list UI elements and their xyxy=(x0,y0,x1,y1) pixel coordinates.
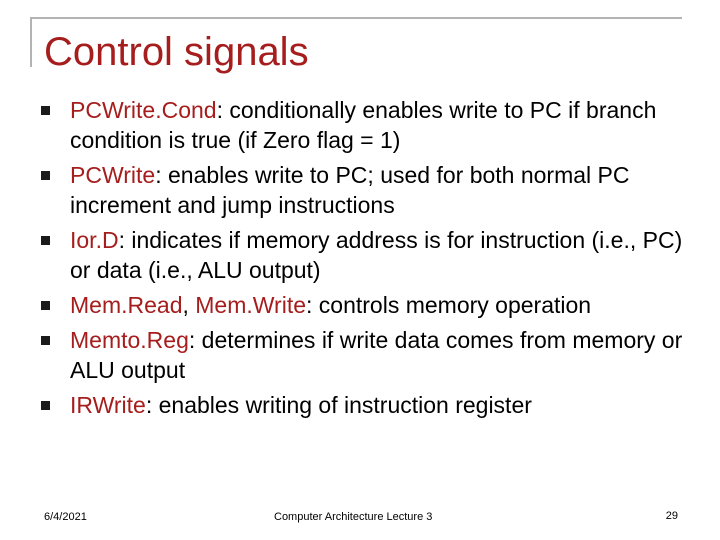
bullet-item-irwrite xyxy=(40,390,690,420)
square-bullet-icon xyxy=(41,106,50,115)
separator: : xyxy=(188,327,202,353)
square-bullet-icon xyxy=(41,236,50,245)
square-bullet-icon xyxy=(41,336,50,345)
footer-course-title: Computer Architecture Lecture 3 xyxy=(274,511,433,523)
separator: : xyxy=(306,292,319,318)
separator: : xyxy=(155,162,168,188)
bullet-item-memtoreg xyxy=(40,325,690,385)
bullet-item-iord xyxy=(40,225,690,285)
signal-name: Mem.Read xyxy=(70,292,183,318)
signal-description: controls memory operation xyxy=(318,292,592,318)
signal-name: Ior.D xyxy=(70,227,119,253)
signal-separator: , xyxy=(182,292,196,318)
signal-name: Mem.Write xyxy=(195,292,307,318)
bullet-item-memread-memwrite xyxy=(40,290,690,320)
signal-name: IRWrite xyxy=(70,392,146,418)
separator: : xyxy=(145,392,159,418)
square-bullet-icon xyxy=(41,171,50,180)
signal-name: PCWrite.Cond xyxy=(70,97,217,123)
footer-date: 6/4/2021 xyxy=(44,511,87,523)
signal-description: enables write to PC; used for both normal PC increment and jump instructions xyxy=(70,162,630,218)
slide-title: Control signals xyxy=(44,30,309,74)
square-bullet-icon xyxy=(41,401,50,410)
bullet-item-pcwrite xyxy=(40,160,690,220)
separator: : xyxy=(118,227,132,253)
bullet-list xyxy=(40,95,690,425)
title-frame-left-border xyxy=(30,17,32,67)
signal-description: conditionally enables write to PC if branch condition is true (if Zero flag = 1) xyxy=(70,97,657,153)
bullet-item-pcwritecond xyxy=(40,95,690,155)
signal-description: indicates if memory address is for instruction (i.e., PC) or data (i.e., ALU output) xyxy=(70,227,683,283)
title-frame-top-border xyxy=(30,17,682,19)
slide-number: 29 xyxy=(665,510,678,522)
separator: : xyxy=(216,97,230,123)
signal-name: PCWrite xyxy=(70,162,156,188)
signal-description: determines if write data comes from memory or ALU output xyxy=(70,327,683,383)
signal-description: enables writing of instruction register xyxy=(158,392,532,418)
square-bullet-icon xyxy=(41,301,50,310)
signal-name: Memto.Reg xyxy=(70,327,189,353)
